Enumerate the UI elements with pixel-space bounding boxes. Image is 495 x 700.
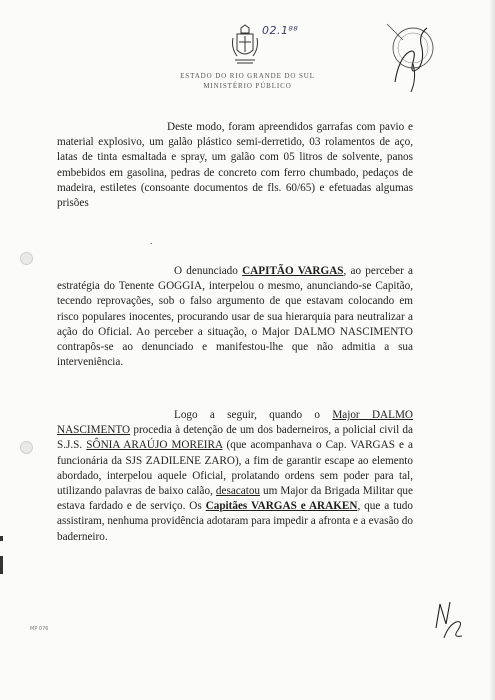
paragraph-text: Deste modo, foram apreendidos garrafas com pavio e material explosivo, um galão plástico semi-derretido, 03 rolamentos de aço, latas de tinta esmaltada e spray, um galão com 05 litros de solvente, panos embebidos em gasolina, pedras de concreto com ferro chumbado, pedaços de madeira, estiletes (consoante documentos de fls. 60/65) e efetuadas algumas prisões bbox=[57, 121, 413, 210]
paragraph-text: (que acompanhava o Cap. VARGAS e a funcionária da SJS ZADILENE ZARO), a fim de garantir escape ao elemento abordado, interpelou aquele Oficial, prolatando ordens sem poder para tal, utilizando palavras de baixo calão, bbox=[57, 439, 413, 498]
margin-mark bbox=[0, 536, 3, 541]
margin-mark bbox=[0, 556, 3, 574]
paragraph-text: , que a tudo assistiram, nenhuma providência adotaram para impedir a afronta e a evasão do baderneiro. bbox=[57, 500, 413, 543]
page-edge-shadow bbox=[489, 0, 495, 700]
major-name: Major DALMO NASCIMENTO bbox=[57, 409, 413, 437]
paragraph-capitao-vargas bbox=[57, 264, 413, 370]
binder-hole bbox=[20, 441, 33, 454]
header-state: ESTADO DO RIO GRANDE DO SUL bbox=[180, 72, 315, 80]
officer-name: SÔNIA ARAÚJO MOREIRA bbox=[86, 439, 223, 452]
handwritten-page-number: 02.1⁸⁸ bbox=[262, 24, 299, 37]
paragraph-text: um Major da Brigada Militar que estava fardado e de serviço. Os bbox=[57, 485, 413, 513]
captains-names: Capitães VARGAS e ARAKEN bbox=[205, 500, 358, 513]
paragraph-text: , ao perceber a estratégia do Tenente GOGGIA, interpelou o mesmo, anunciando-se Capitão, tecendo reprovações, sob o falso argumento de que estavam colocando em risco populares inocentes, procurando usar de sua hierarquia para neutralizar a ação do Oficial. Ao perceber a situação, o Major DALMO NASCIMENTO contrapôs-se ao denunciado e manifestou-lhe que não admitia a sua interveniência. bbox=[57, 265, 413, 369]
paragraph-text: O denunciado bbox=[174, 265, 243, 277]
coat-of-arms-icon bbox=[229, 24, 261, 66]
stray-dot: . bbox=[150, 236, 153, 246]
paragraph-seized-items bbox=[57, 120, 413, 211]
paragraph-text: Logo a seguir, quando o bbox=[174, 409, 333, 421]
form-code: MP 076 bbox=[30, 626, 49, 632]
defendant-name: CAPITÃO VARGAS bbox=[242, 265, 344, 277]
binder-hole bbox=[20, 252, 33, 265]
emphasis-desacatou: desacatou bbox=[215, 485, 261, 498]
official-stamp-icon bbox=[383, 18, 441, 96]
header-institution: MINISTÉRIO PÚBLICO bbox=[203, 82, 292, 90]
paragraph-text: procedia à detenção de um dos baderneiros, a policial civil da S.J.S. bbox=[57, 424, 413, 452]
handwritten-initials-icon bbox=[430, 598, 468, 642]
paragraph-major-dalmo bbox=[57, 408, 413, 545]
